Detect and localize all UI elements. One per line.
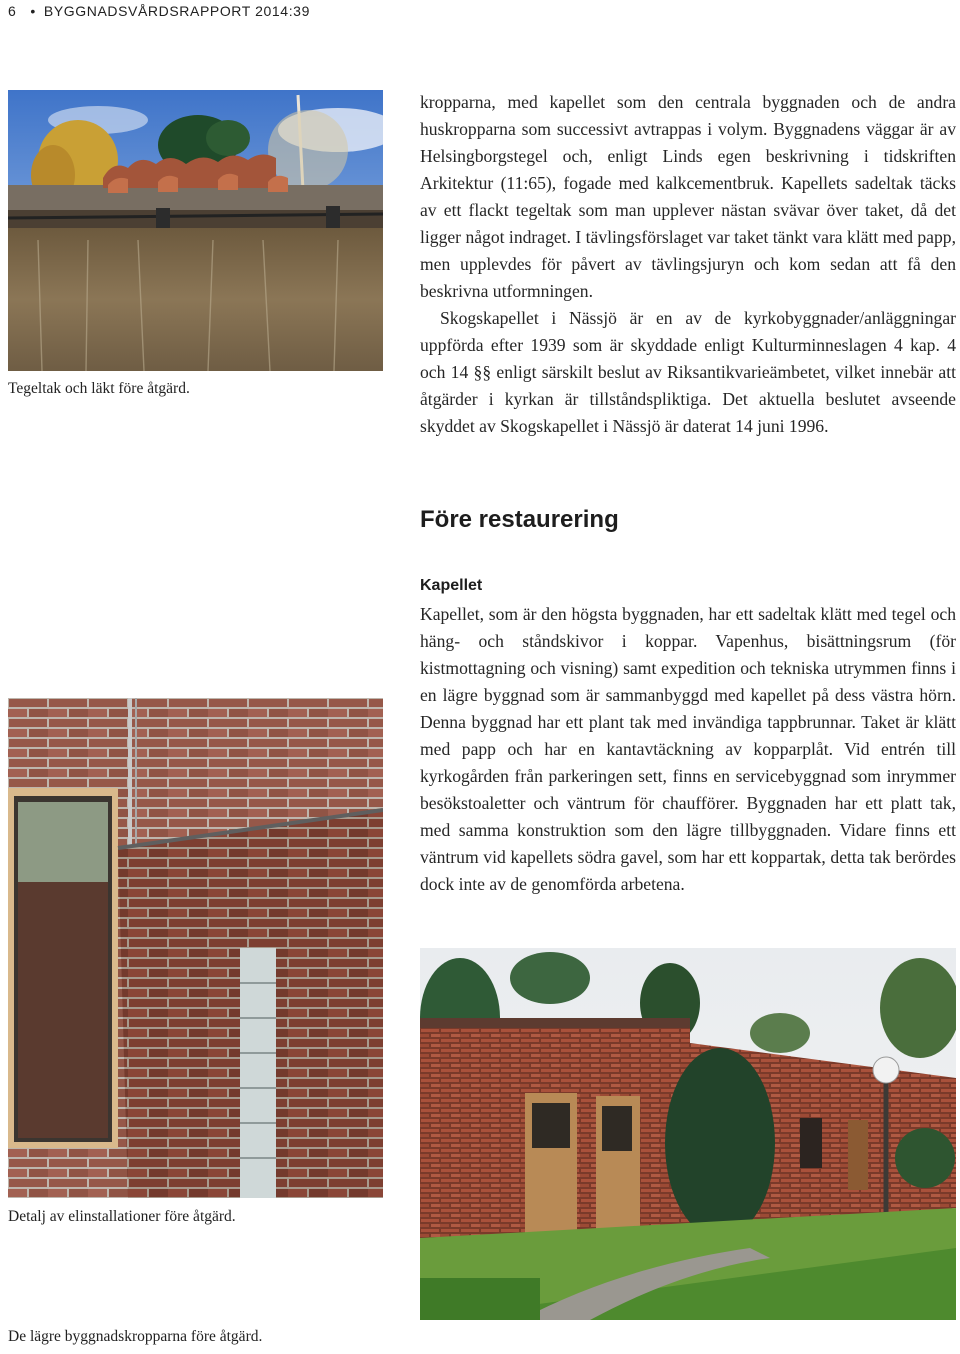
- intro-paragraph: kropparna, med kapellet som den centrala byggnaden och de andra huskropparna som successivt avtrappas i volym. Byggnadens väggar är av Helsingborgstegel och, enligt Linds egen beskrivning i tidskriften Arkitektur (11:65), fogade med kalkcementbruk. Kapellets sadeltak täcks av ett flackt tegeltak som man upplever nästan svävar över taket, då det ligger något indraget. I tävlingsförslaget var taket tänkt vara klätt med papp, men upplevdes för påvert av tävlingsjuryn och kom sedan att få den beskrivna utformningen.: [420, 92, 956, 301]
- photo-brick-wall: [8, 698, 383, 1198]
- caption-brick-wall: Detalj av elinstallationer före åtgärd.: [8, 1208, 236, 1225]
- photo-lower-buildings: [420, 948, 956, 1320]
- caption-lower-buildings: De lägre byggnadskropparna före åtgärd.: [8, 1328, 263, 1345]
- running-title: BYGGNADSVÅRDSRAPPORT 2014:39: [43, 3, 310, 19]
- section-heading: Före restaurering: [420, 506, 619, 533]
- photo-lower-buildings-image: [420, 948, 956, 1320]
- caption-roof-tiles: Tegeltak och läkt före åtgärd.: [8, 380, 190, 397]
- subheading-kapellet: Kapellet: [420, 577, 483, 594]
- running-header: [8, 0, 310, 22]
- bullet-separator: •: [30, 3, 36, 19]
- section-body: [420, 601, 956, 898]
- intro-text: [420, 89, 956, 440]
- intro-paragraph: Skogskapellet i Nässjö är en av de kyrkobyggnader/anläggningar uppförda efter 1939 som är skyddade enligt Kulturminneslagen 4 kap. 4 och 14 §§ enligt särskilt beslut av Riksantikvarieämbetet, vilket innebär att åtgärder i kyrkan är tillståndspliktiga. Det aktuella beslutet avseende skyddet av Skogskapellet i Nässjö är daterat 14 juni 1996.: [420, 308, 956, 436]
- photo-roof-tiles: [8, 90, 383, 371]
- section-paragraph: Kapellet, som är den högsta byggnaden, har ett sadeltak klätt med tegel och häng- och ståndskivor i koppar. Vapenhus, bisättningsrum (för kistmottagning och visning) samt expedition och tekniska utrymmen finns i en lägre byggnad som är sammanbyggd med kapellet på dess västra hörn. Denna byggnad har ett plant tak med invändiga tappbrunnar. Taket är klätt med papp och har en kantavtäckning av kopparplåt. Vid entrén till kyrkogården från parkeringen sett, finns en servicebyggnad som inrymmer besökstoaletter och väntrum för chaufförer. Byggnaden har ett platt tak, med samma konstruktion som den lägre tillbyggnaden. Vidare finns ett väntrum vid kapellets södra gavel, som har ett koppartak, detta tak berördes dock inte av de genomförda arbetena.: [420, 604, 956, 894]
- photo-brick-wall-image: [8, 698, 383, 1198]
- page-number: 6: [8, 3, 17, 19]
- photo-roof-tiles-image: [8, 90, 383, 371]
